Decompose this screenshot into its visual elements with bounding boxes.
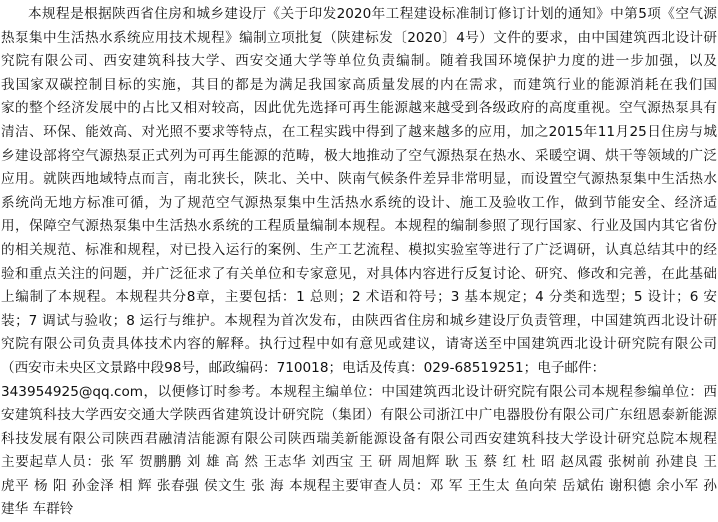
text-line-9: 系统尚无地方标准可循，为了规范空气源热泵集中生活热水系统的设计、施工及验收工作，做到节能安全、经济适 [1,194,717,211]
text-line-12: 验和重点关注的问题，并广泛征求了有关单位和专家意见，对具体内容进行反复讨论、研究、修改和完善，在此基础 [1,265,717,282]
text-line-5: 家的整个经济发展中的占比又相对较高，因此优先选择可再生能源越来越受到各级政府的高度重视。空气源热泵具有 [1,100,717,117]
text-line-14: 装；7 调试与验收；8 运行与维护。本规程为首次发布，由陕西省住房和城乡建设厅负责管理，中国建筑西北设计研 [1,312,717,329]
text-line-8: 应用。就陕西地域特点而言，南北狭长，陕北、关中、陕南气候条件差异非常明显，而设置空气源热泵集中生活热水 [1,171,717,188]
text-line-10: 用，保障空气源热泵集中生活热水系统的工程质量编制本规程。本规程的编制参照了现行国家、行业及国内其它省份 [1,218,717,235]
text-line-20: 主要起草人员：张 军 贺鹏鹏 刘 雄 高 然 王志华 刘西宝 王 研 周旭辉 耿 玉 蔡 红 杜 昭 赵凤霞 张树前 孙建良 王 [1,454,717,471]
text-line-21: 虎平 杨 阳 孙金泽 相 辉 张春强 侯文生 张 海 本规程主要审查人员：邓 军 王生太 鱼向荣 岳斌佑 谢积德 余小军 孙 [1,477,717,494]
document-body [1,3,718,522]
text-line-18: 安建筑科技大学西安交通大学陕西省建筑设计研究院（集团）有限公司浙江中广电器股份有限公司广东纽恩泰新能源 [1,407,717,424]
text-line-16: （西安市未央区文景路中段98号，邮政编码：710018；电话及传真：029-68519251；电子邮件： [1,359,606,376]
text-line-17: 343954925@qq.com，以便修订时参考。本规程主编单位：中国建筑西北设计研究院有限公司本规程参编单位：西 [1,383,717,400]
text-line-1: 本规程是根据陕西省住房和城乡建设厅《关于印发2020年工程建设标准制订修订计划的通知》中第5项《空气源 [28,6,717,22]
text-line-3: 究院有限公司、西安建筑科技大学、西安交通大学等单位负责编制。随着我国环境保护力度的进一步加强，以及 [1,53,717,70]
text-line-2: 热泵集中生活热水系统应用技术规程》编制立项批复（陕建标发〔2020〕4号）文件的要求，由中国建筑西北设计研 [1,29,717,46]
text-line-4: 我国家双碳控制目标的实施，其目的都是为满足我国家高质量发展的内在需求，而建筑行业的能源消耗在我们国 [1,76,717,93]
text-line-22: 建华 车群铃 [1,501,74,518]
text-line-19: 科技发展有限公司陕西君融清洁能源有限公司陕西瑞美新能源设备有限公司西安建筑科技大学设计研究总院本规程 [1,430,717,447]
text-line-6: 清洁、环保、能效高、对光照不要求等特点，在工程实践中得到了越来越多的应用，加之2015年11月25日住房与城 [1,123,717,140]
text-line-11: 的相关规范、标准和规程，对已投入运行的案例、生产工艺流程、模拟实验室等进行了广泛调研，认真总结其中的经 [1,241,717,258]
text-line-7: 乡建设部将空气源热泵正式列为可再生能源的范畴，极大地推动了空气源热泵在热水、采暖空调、烘干等领域的广泛 [1,147,717,164]
text-line-15: 究院有限公司负责具体技术内容的解释。执行过程中如有意见或建议，请寄送至中国建筑西北设计研究院有限公司 [1,336,717,353]
text-line-13: 上编制了本规程。本规程共分8章，主要包括：1 总则；2 术语和符号；3 基本规定；4 分类和选型；5 设计；6 安 [1,289,717,306]
